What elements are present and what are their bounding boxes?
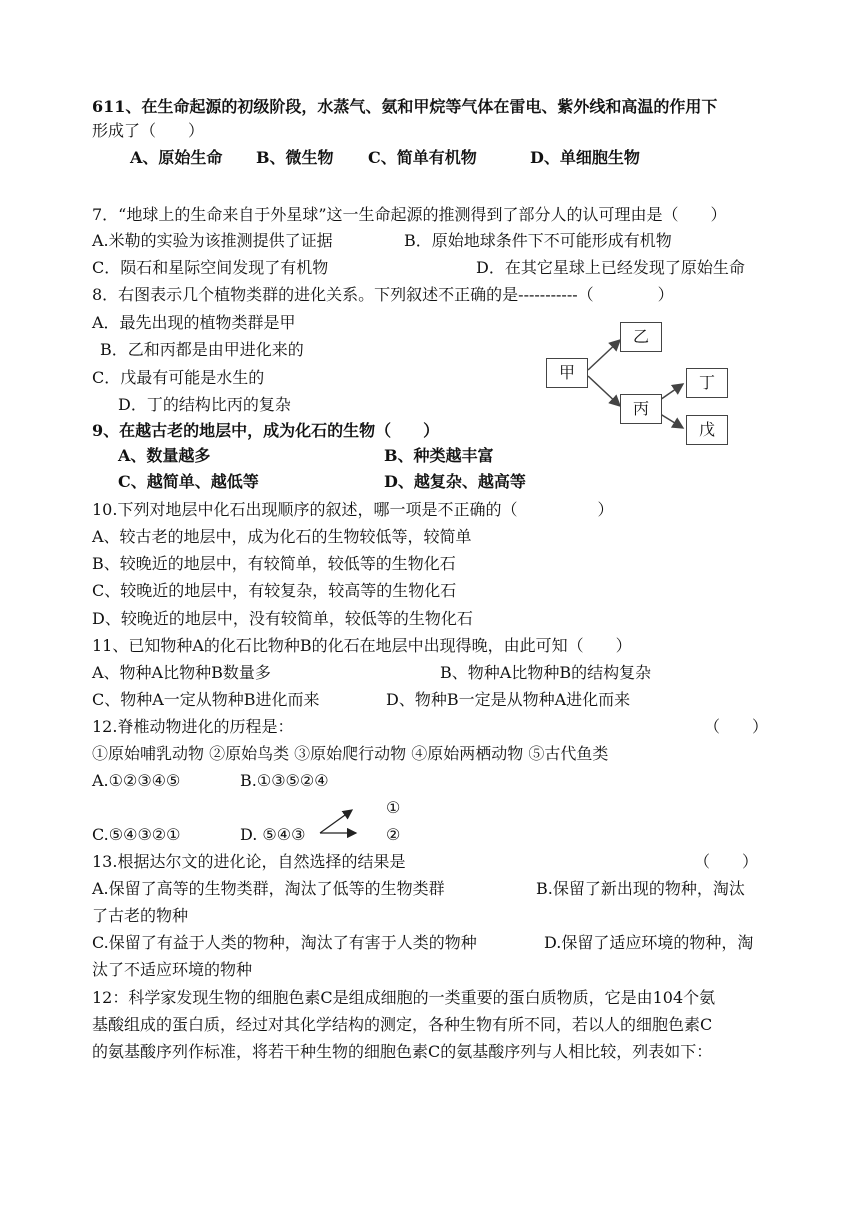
cytochrome-paragraph-line1: 12：科学家发现生物的细胞色素C是组成细胞的一类重要的蛋白质物质，它是由104个氨 — [92, 988, 716, 1007]
node-bing: 丙 — [620, 394, 662, 424]
node-wu: 戊 — [686, 415, 728, 445]
q9-option-b: B、种类越丰富 — [384, 446, 494, 465]
q12-items: ①原始哺乳动物 ②原始鸟类 ③原始爬行动物 ④原始两栖动物 ⑤古代鱼类 — [92, 744, 609, 763]
q12-option-c: C.⑤④③②① — [92, 825, 181, 844]
q9-stem: 9、在越古老的地层中，成为化石的生物（ ） — [92, 421, 440, 440]
cytochrome-paragraph-line2: 基酸组成的蛋白质，经过对其化学结构的测定，各种生物有所不同，若以人的细胞色素C — [92, 1015, 713, 1034]
q13-stem: 13.根据达尔文的进化论，自然选择的结果是 — [92, 852, 406, 871]
q13-option-b-line1: B.保留了新出现的物种，淘汰 — [536, 879, 745, 898]
q12-stem: 12.脊椎动物进化的历程是： — [92, 717, 294, 736]
q7-option-c: C．陨石和星际空间发现了有机物 — [92, 258, 329, 277]
q10-option-d: D、较晚近的地层中，没有较简单，较低等的生物化石 — [92, 609, 473, 628]
q6-option-d: D、单细胞生物 — [530, 148, 640, 167]
q12-option-a: A.①②③④⑤ — [92, 771, 181, 790]
plant-evolution-diagram — [540, 318, 745, 450]
q12-branch-1: ① — [386, 798, 401, 817]
q8-option-a: A．最先出现的植物类群是甲 — [92, 313, 296, 332]
q6-stem-line2: 形成了（ ） — [92, 121, 205, 140]
q11-option-d: D、物种B一定是从物种A进化而来 — [386, 690, 631, 709]
q10-option-a: A、较古老的地层中，成为化石的生物较低等，较简单 — [92, 527, 472, 546]
q8-option-d: D．丁的结构比丙的复杂 — [118, 395, 291, 414]
q9-option-a: A、数量越多 — [118, 446, 211, 465]
q8-option-c: C．戊最有可能是水生的 — [92, 368, 265, 387]
q8-stem: 8．右图表示几个植物类群的进化关系。下列叙述不正确的是-----------（ ） — [92, 285, 674, 304]
q6-option-c: C、简单有机物 — [368, 148, 477, 167]
q13-option-a: A.保留了高等的生物类群，淘汰了低等的生物类群 — [92, 879, 445, 898]
q11-option-a: A、物种A比物种B数量多 — [92, 663, 271, 682]
q12-option-b: B.①③⑤②④ — [240, 771, 329, 790]
q12-option-d: D. ⑤④③ — [240, 825, 306, 844]
node-ding: 丁 — [686, 368, 728, 398]
q7-option-d: D．在其它星球上已经发现了原始生命 — [476, 258, 745, 277]
q13-option-d-line1: D.保留了适应环境的物种，淘 — [544, 933, 754, 952]
arrow-jia-yi — [588, 340, 620, 370]
q12-branch-2: ② — [386, 825, 401, 844]
q10-option-c: C、较晚近的地层中，有较复杂，较高等的生物化石 — [92, 581, 457, 600]
q12-branch-arrows — [300, 800, 370, 845]
q6-stem-line1: 611、在生命起源的初级阶段，水蒸气、氨和甲烷等气体在雷电、紫外线和高温的作用下 — [92, 97, 718, 116]
q7-option-a: A.米勒的实验为该推测提供了证据 — [92, 231, 333, 250]
q10-stem: 10.下列对地层中化石出现顺序的叙述，哪一项是不正确的（ ） — [92, 500, 614, 519]
cytochrome-paragraph-line3: 的氨基酸序列作标准，将若干种生物的细胞色素C的氨基酸序列与人相比较，列表如下： — [92, 1042, 713, 1061]
q6-option-a: A、原始生命 — [130, 148, 223, 167]
q12-answer-paren: （ ） — [704, 717, 769, 736]
node-jia: 甲 — [546, 358, 588, 388]
q6-option-b: B、微生物 — [256, 148, 334, 167]
q13-option-b-line2: 了古老的物种 — [92, 906, 189, 925]
q7-option-b: B．原始地球条件下不可能形成有机物 — [404, 231, 672, 250]
q11-stem: 11、已知物种A的化石比物种B的化石在地层中出现得晚，由此可知（ ） — [92, 636, 632, 655]
q9-option-c: C、越简单、越低等 — [118, 472, 259, 491]
q9-option-d: D、越复杂、越高等 — [384, 472, 526, 491]
q13-answer-paren: （ ） — [694, 852, 759, 871]
q11-option-c: C、物种A一定从物种B进化而来 — [92, 690, 320, 709]
q8-option-b: B．乙和丙都是由甲进化来的 — [100, 340, 304, 359]
q13-option-d-line2: 汰了不适应环境的物种 — [92, 960, 253, 979]
q7-stem: 7．“地球上的生命来自于外星球”这一生命起源的推测得到了部分人的认可理由是（ ） — [92, 205, 727, 224]
q11-option-b: B、物种A比物种B的结构复杂 — [440, 663, 652, 682]
node-yi: 乙 — [620, 322, 662, 352]
q13-option-c: C.保留了有益于人类的物种，淘汰了有害于人类的物种 — [92, 933, 477, 952]
q10-option-b: B、较晚近的地层中，有较简单，较低等的生物化石 — [92, 554, 456, 573]
arrow-jia-bing — [588, 376, 620, 406]
